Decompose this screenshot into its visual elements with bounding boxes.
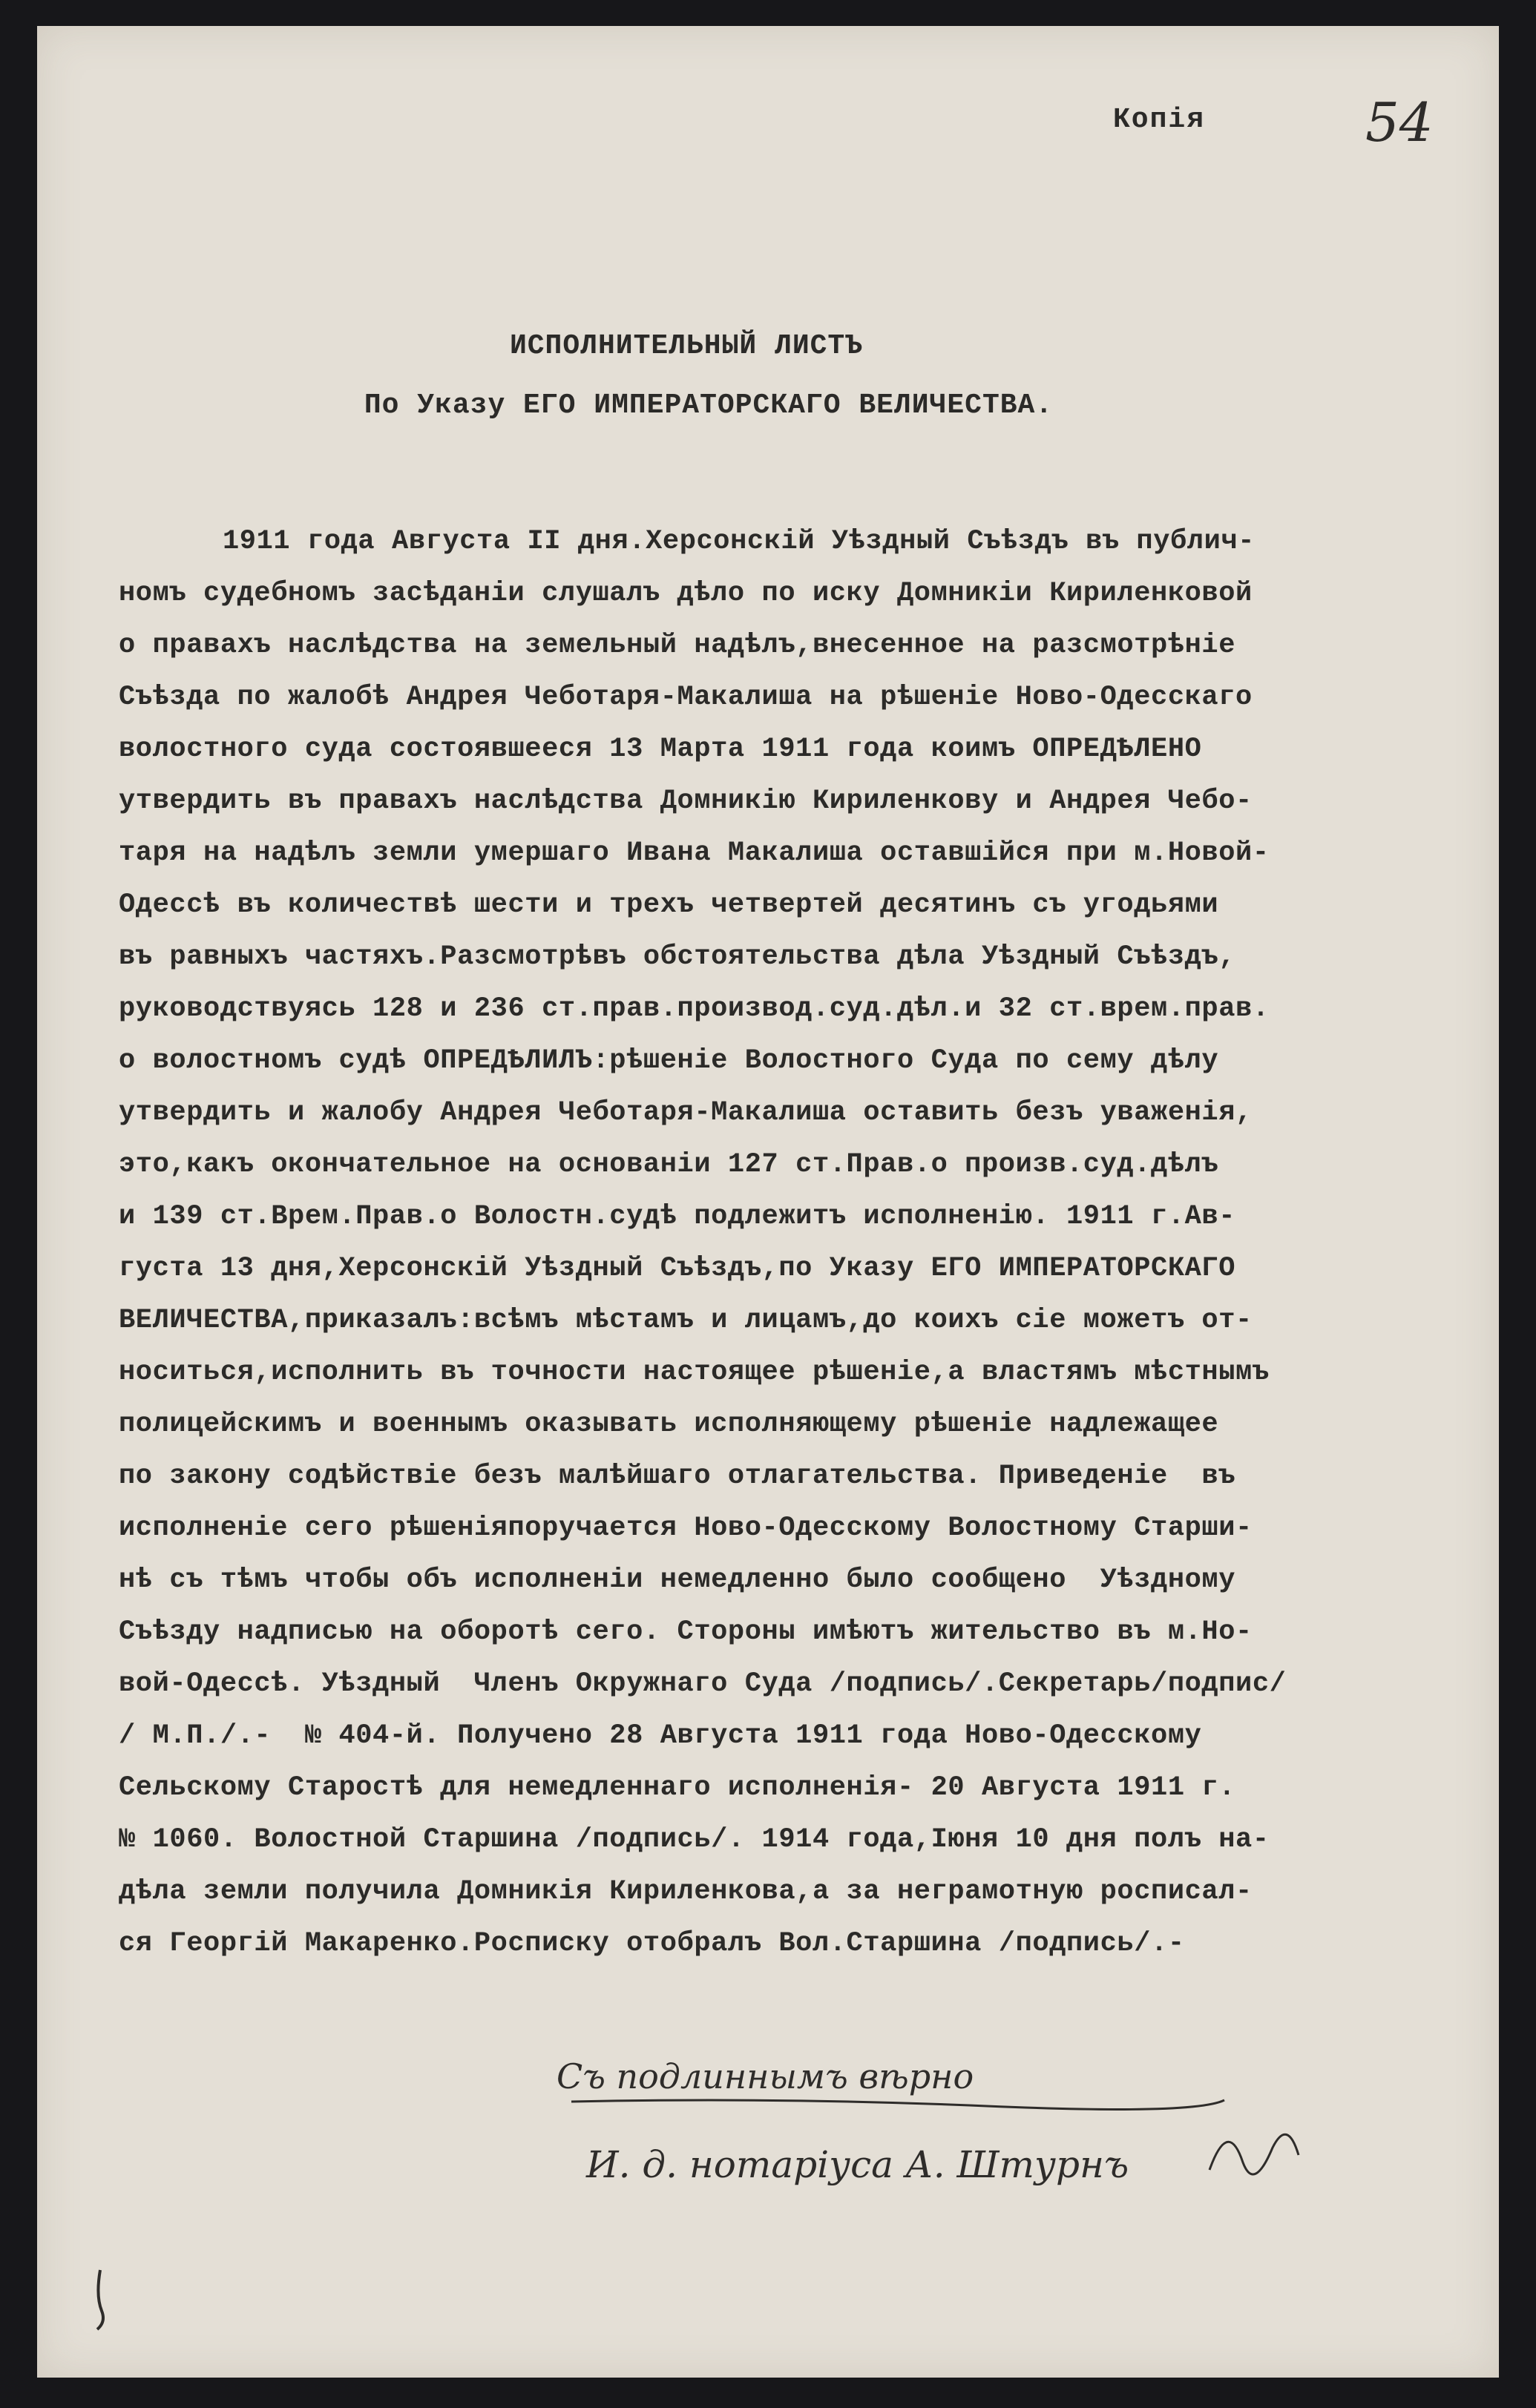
body-line: № 1060. Волостной Старшина /подпись/. 1914 года,Іюня 10 дня полъ на- xyxy=(119,1824,1270,1855)
body-line: дѣла земли получила Домникія Кириленкова,а за неграмотную росписал- xyxy=(119,1876,1253,1907)
body-line: таря на надѣлъ земли умершаго Ивана Макалиша оставшійся при м.Новой- xyxy=(119,838,1270,869)
body-line: въ равныхъ частяхъ.Разсмотрѣвъ обстоятельства дѣла Уѣздный Съѣздъ, xyxy=(119,941,1236,973)
body-line: номъ судебномъ засѣданіи слушалъ дѣло по иску Домникіи Кириленковой xyxy=(119,578,1253,609)
body-line: это,какъ окончательное на основаніи 127 ст.Прав.о произв.суд.дѣлъ xyxy=(119,1149,1219,1180)
body-line: густа 13 дня,Херсонскій Уѣздный Съѣздъ,по Указу ЕГО ИМПЕРАТОРСКАГО xyxy=(119,1253,1236,1284)
body-line: / М.П./.- № 404-й. Получено 28 Августа 1911 года Ново-Одесскому xyxy=(119,1720,1202,1751)
body-line: по закону содѣйствіе безъ малѣйшаго отлагательства. Приведеніе въ xyxy=(119,1461,1236,1492)
document-subtitle: По Указу ЕГО ИМПЕРАТОРСКАГО ВЕЛИЧЕСТВА. xyxy=(364,389,1054,421)
handwritten-certification xyxy=(557,2029,1484,2222)
page-number xyxy=(1362,82,1458,171)
body-line: Съѣзду надписью на оборотѣ сего. Стороны имѣютъ жительство въ м.Но- xyxy=(119,1616,1253,1648)
body-line: ВЕЛИЧЕСТВА,приказалъ:всѣмъ мѣстамъ и лицамъ,до коихъ сіе можетъ от- xyxy=(119,1305,1253,1336)
document-body xyxy=(119,516,1499,1970)
stray-pen-mark xyxy=(85,2266,115,2333)
body-line: ся Георгій Макаренко.Росписку отобралъ Вол.Старшина /подпись/.- xyxy=(119,1928,1185,1959)
notary-signature-text: И. д. нотаріуса А. Штурнъ xyxy=(586,2143,1129,2186)
body-line: Съѣзда по жалобѣ Андрея Чеботаря-Макалиша на рѣшеніе Ново-Одесскаго xyxy=(119,682,1253,713)
body-line: Сельскому Старостѣ для немедленнаго исполненія- 20 Августа 1911 г. xyxy=(119,1772,1236,1803)
signature-svg xyxy=(557,2029,1484,2222)
page-number-handwritten xyxy=(1362,82,1458,171)
body-line: утвердить и жалобу Андрея Чеботаря-Макалиша оставить безъ уваженія, xyxy=(119,1097,1253,1128)
body-line: и 139 ст.Врем.Прав.о Волостн.судѣ подлежитъ исполненію. 1911 г.Ав- xyxy=(119,1201,1236,1232)
body-line: руководствуясь 128 и 236 ст.прав.производ.суд.дѣл.и 32 ст.врем.прав. xyxy=(119,993,1270,1024)
body-line: о волостномъ судѣ ОПРЕДѢЛИЛЪ:рѣшеніе Волостного Суда по сему дѣлу xyxy=(119,1045,1219,1076)
body-line: исполненіе сего рѣшеніяпоручается Ново-Одесскому Волостному Старши- xyxy=(119,1513,1253,1544)
body-line: полицейскимъ и военнымъ оказывать исполняющему рѣшеніе надлежащее xyxy=(119,1409,1219,1440)
certification-text: Съ подлиннымъ вѣрно xyxy=(557,2056,974,2096)
copy-label: Копія xyxy=(1113,104,1206,136)
body-line: утвердить въ правахъ наслѣдства Домникію Кириленкову и Андрея Чебо- xyxy=(119,786,1253,817)
body-line: 1911 года Августа II дня.Херсонскій Уѣздный Съѣздъ въ публич- xyxy=(223,526,1256,557)
body-line: волостного суда состоявшееся 13 Марта 1911 года коимъ ОПРЕДѢЛЕНО xyxy=(119,734,1202,765)
document-sheet xyxy=(37,26,1499,2378)
body-line: о правахъ наслѣдства на земельный надѣлъ,внесенное на разсмотрѣніе xyxy=(119,630,1236,661)
body-line: нѣ съ тѣмъ чтобы объ исполненіи немедленно было сообщено Уѣздному xyxy=(119,1565,1236,1596)
body-line: носиться,исполнить въ точности настоящее рѣшеніе,а властямъ мѣстнымъ xyxy=(119,1357,1270,1388)
body-line: вой-Одессѣ. Уѣздный Членъ Окружнаго Суда /подпись/.Секретарь/подпис/ xyxy=(119,1668,1287,1700)
page-number-text: 54 xyxy=(1365,91,1434,154)
body-line: Одессѣ въ количествѣ шести и трехъ четвертей десятинъ съ угодьями xyxy=(119,889,1219,921)
document-title: ИСПОЛНИТЕЛЬНЫЙ ЛИСТЪ xyxy=(509,330,864,362)
